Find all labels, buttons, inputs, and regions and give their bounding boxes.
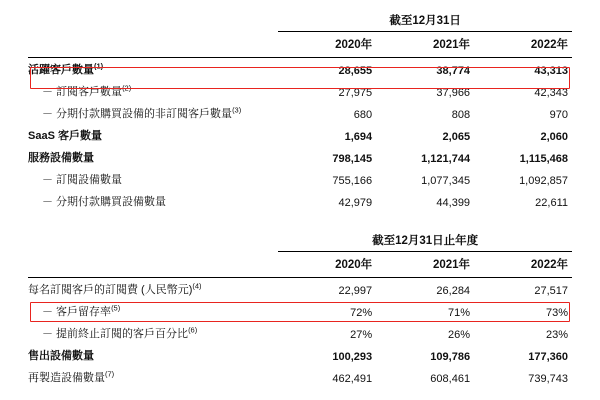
metrics-table-section-1 — [28, 10, 572, 212]
spacer-cell — [28, 32, 278, 58]
section1-year-2021: 2021年 — [432, 39, 471, 51]
row-value-2020: 27,975 — [338, 87, 373, 99]
row-value-2022: 42,343 — [534, 87, 568, 99]
row-value-2021: 26,284 — [436, 285, 471, 297]
row-value-2022: 27,517 — [534, 285, 568, 297]
row-label: 售出設備數量 — [28, 350, 94, 362]
footnote-marker: (5) — [111, 303, 121, 313]
section1-year-2020: 2020年 — [335, 39, 373, 51]
row-label: － 提前終止訂閱的客戶百分比$^{(6)}$ — [42, 325, 198, 340]
row-value-2021: 608,461 — [430, 373, 471, 385]
footnote-marker: (3) — [232, 105, 242, 115]
row-value-2021: 38,774 — [436, 65, 471, 77]
section1-span-header-row — [28, 10, 572, 32]
section-separator — [28, 212, 572, 230]
row-value-2022: 1,115,468 — [519, 153, 568, 165]
row-value-2020: 798,145 — [332, 153, 373, 165]
row-value-2022: 177,360 — [528, 351, 568, 363]
row-value-2020: 72% — [350, 307, 373, 319]
row-value-2022: 739,743 — [528, 373, 568, 385]
row-value-2022: 73% — [545, 307, 568, 319]
footnote-marker: (7) — [105, 369, 115, 379]
metrics-table-section-2 — [28, 230, 572, 388]
row-value-2021: 109,786 — [430, 351, 471, 363]
row-value-2022: 1,092,857 — [519, 175, 568, 187]
row-label: － 分期付款購買設備數量 — [42, 196, 167, 208]
row-value-2021: 37,966 — [436, 87, 471, 99]
table-row — [28, 366, 572, 388]
row-label: － 訂閱客戶數量$^{(2)}$ — [42, 83, 132, 98]
row-value-2020: 27% — [350, 329, 373, 341]
row-value-2021: 44,399 — [436, 197, 471, 209]
row-value-2020: 22,997 — [338, 285, 373, 297]
row-label: 再製造設備數量$^{(7)}$ — [28, 369, 115, 384]
spacer-cell — [28, 252, 278, 278]
table-row — [28, 322, 572, 344]
section2-span-header-row — [28, 230, 572, 252]
row-label: SaaS 客戶數量 — [28, 130, 102, 142]
table-row — [28, 300, 572, 322]
row-label: 活躍客戶數量$^{(1)}$ — [28, 61, 104, 76]
row-value-2020: 755,166 — [332, 175, 373, 187]
row-value-2020: 680 — [353, 109, 373, 121]
footnote-marker: (1) — [94, 61, 104, 71]
table-row — [28, 168, 572, 190]
section2-year-header-row — [28, 252, 572, 278]
table-row — [28, 278, 572, 300]
row-label: － 客戶留存率$^{(5)}$ — [42, 303, 121, 318]
table-row — [28, 146, 572, 168]
row-value-2021: 1,121,744 — [421, 153, 471, 165]
section1-year-2022: 2022年 — [530, 39, 568, 51]
row-value-2020: 42,979 — [338, 197, 373, 209]
table-row — [28, 102, 572, 124]
row-value-2022: 43,313 — [534, 65, 568, 77]
section1-span-header: 截至12月31日 — [278, 10, 572, 32]
row-value-2020: 28,655 — [338, 65, 373, 77]
section1-year-header-row — [28, 32, 572, 58]
spacer-cell — [28, 10, 278, 32]
row-value-2021: 26% — [448, 329, 471, 341]
spacer-cell — [28, 230, 278, 252]
row-value-2021: 2,065 — [442, 131, 471, 143]
row-value-2022: 970 — [549, 109, 568, 121]
row-label: 服務設備數量 — [28, 152, 94, 164]
row-label: － 訂閱設備數量 — [42, 174, 123, 186]
row-value-2020: 462,491 — [332, 373, 373, 385]
row-label: － 分期付款購買設備的非訂閱客戶數量$^{(3)}$ — [42, 105, 242, 120]
table-row — [28, 124, 572, 146]
section2-span-header: 截至12月31日止年度 — [278, 230, 572, 252]
table-row — [28, 80, 572, 102]
table-row — [28, 344, 572, 366]
row-value-2022: 2,060 — [540, 131, 568, 143]
footnote-marker: (6) — [188, 325, 198, 335]
row-value-2021: 1,077,345 — [421, 175, 471, 187]
row-value-2022: 23% — [545, 329, 568, 341]
row-value-2021: 71% — [448, 307, 471, 319]
table-row — [28, 58, 572, 80]
row-value-2021: 808 — [451, 109, 471, 121]
section2-year-2022: 2022年 — [530, 259, 568, 271]
section2-year-2021: 2021年 — [432, 259, 471, 271]
footnote-marker: (4) — [192, 281, 202, 291]
section2-year-2020: 2020年 — [335, 259, 373, 271]
footnote-marker: (2) — [122, 83, 132, 93]
row-value-2022: 22,611 — [535, 197, 568, 209]
row-label: 每名訂閱客戶的訂閱費 (人民幣元)$^{(4)}$ — [28, 281, 202, 296]
row-value-2020: 100,293 — [332, 351, 373, 363]
row-value-2020: 1,694 — [344, 131, 373, 143]
table-row — [28, 190, 572, 212]
